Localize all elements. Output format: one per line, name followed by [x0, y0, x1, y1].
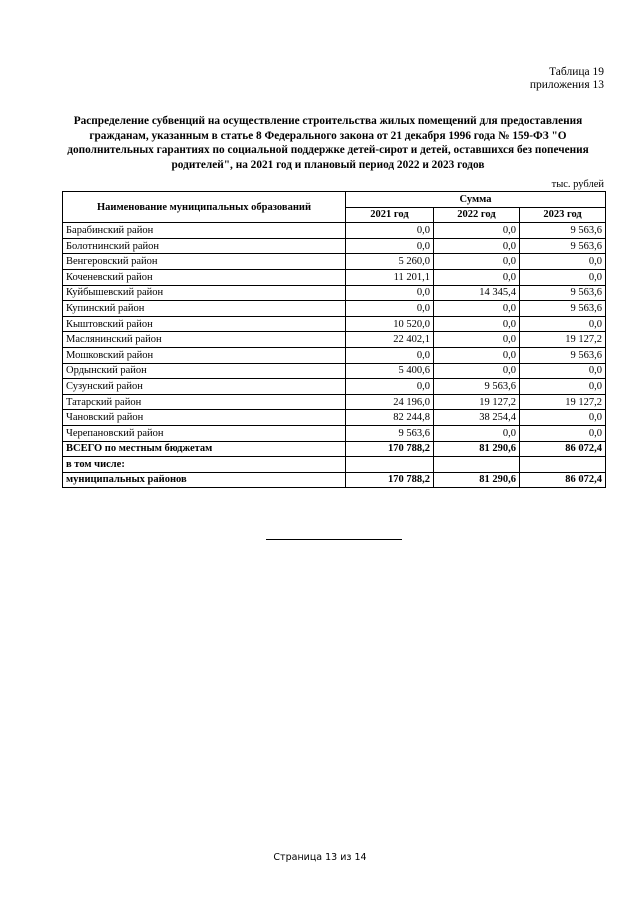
table-row: [63, 363, 606, 379]
value-2023: 9 563,6: [520, 238, 606, 254]
value-2023: 9 563,6: [520, 285, 606, 301]
including-label: в том числе:: [63, 457, 346, 473]
value-2021: 0,0: [346, 301, 434, 317]
appendix-label: приложения 13: [529, 79, 604, 91]
subvention-table: [62, 191, 606, 488]
district-name: Купинский район: [63, 301, 346, 317]
table-row: [63, 347, 606, 363]
district-name: Венгеровский район: [63, 254, 346, 270]
value-2023: 0,0: [520, 316, 606, 332]
value-2021: 82 244,8: [346, 410, 434, 426]
table-row: [63, 285, 606, 301]
value-2022: 0,0: [434, 269, 520, 285]
value-2022: 0,0: [434, 238, 520, 254]
district-name: Мошковский район: [63, 347, 346, 363]
value-2022: 0,0: [434, 363, 520, 379]
value-2022: 0,0: [434, 223, 520, 239]
value-2023: 0,0: [520, 425, 606, 441]
value-2023: 19 127,2: [520, 332, 606, 348]
value-2021: 5 260,0: [346, 254, 434, 270]
value-2021: 9 563,6: [346, 425, 434, 441]
document-title: Распределение субвенций на осуществление строительства жилых помещений для предоставления гражданам, указанным в статье 8 Федерального закона от 21 декабря 1996 года № 159-ФЗ "О дополнительных гарантиях по социальной поддержке детей-сирот и детей, оставшихся без попечения родителей", на 2021 год и плановый период 2022 и 2023 годов: [67, 115, 589, 171]
table-label: Таблица 19: [549, 66, 604, 78]
municipal-label: муниципальных районов: [63, 472, 346, 488]
district-name: Болотнинский район: [63, 238, 346, 254]
municipal-2023: 86 072,4: [520, 472, 606, 488]
value-2023: 9 563,6: [520, 301, 606, 317]
municipal-2022: 81 290,6: [434, 472, 520, 488]
including-row: [63, 457, 606, 473]
column-header-name: Наименование муниципальных образований: [63, 192, 346, 223]
value-2022: 19 127,2: [434, 394, 520, 410]
municipal-row: [63, 472, 606, 488]
column-header-2023: 2023 год: [520, 207, 606, 223]
value-2022: 38 254,4: [434, 410, 520, 426]
district-name: Сузунский район: [63, 379, 346, 395]
total-2022: 81 290,6: [434, 441, 520, 457]
table-row: [63, 223, 606, 239]
table-row: [63, 410, 606, 426]
district-name: Куйбышевский район: [63, 285, 346, 301]
table-row: [63, 332, 606, 348]
value-2021: 10 520,0: [346, 316, 434, 332]
table-row: [63, 394, 606, 410]
value-2022: 0,0: [434, 347, 520, 363]
table-row: [63, 269, 606, 285]
table-reference: [530, 66, 604, 92]
total-label: ВСЕГО по местным бюджетам: [63, 441, 346, 457]
total-row: [63, 441, 606, 457]
empty-cell: [434, 457, 520, 473]
table-row: [63, 301, 606, 317]
value-2023: 0,0: [520, 363, 606, 379]
district-name: Черепановский район: [63, 425, 346, 441]
section-divider: [266, 539, 402, 540]
value-2023: 0,0: [520, 269, 606, 285]
value-2023: 9 563,6: [520, 347, 606, 363]
district-name: Коченевский район: [63, 269, 346, 285]
value-2021: 0,0: [346, 347, 434, 363]
value-2021: 0,0: [346, 379, 434, 395]
value-2023: 0,0: [520, 410, 606, 426]
table-row: [63, 379, 606, 395]
district-name: Ордынский район: [63, 363, 346, 379]
municipal-2021: 170 788,2: [346, 472, 434, 488]
value-2022: 0,0: [434, 425, 520, 441]
value-2021: 11 201,1: [346, 269, 434, 285]
empty-cell: [520, 457, 606, 473]
empty-cell: [346, 457, 434, 473]
district-name: Чановский район: [63, 410, 346, 426]
total-2021: 170 788,2: [346, 441, 434, 457]
value-2022: 0,0: [434, 316, 520, 332]
page-footer: Страница 13 из 14: [273, 852, 367, 863]
table-row: [63, 316, 606, 332]
value-2023: 0,0: [520, 254, 606, 270]
district-name: Кыштовский район: [63, 316, 346, 332]
table-row: [63, 238, 606, 254]
value-2021: 0,0: [346, 285, 434, 301]
value-2023: 19 127,2: [520, 394, 606, 410]
district-name: Маслянинский район: [63, 332, 346, 348]
value-2023: 9 563,6: [520, 223, 606, 239]
table-row: [63, 254, 606, 270]
table-row: [63, 425, 606, 441]
value-2022: 0,0: [434, 301, 520, 317]
column-header-sum: Сумма: [346, 192, 606, 208]
value-2022: 0,0: [434, 254, 520, 270]
column-header-2022: 2022 год: [434, 207, 520, 223]
value-2023: 0,0: [520, 379, 606, 395]
district-name: Барабинский район: [63, 223, 346, 239]
column-header-2021: 2021 год: [346, 207, 434, 223]
district-name: Татарский район: [63, 394, 346, 410]
value-2022: 14 345,4: [434, 285, 520, 301]
value-2021: 22 402,1: [346, 332, 434, 348]
units-label: тыс. рублей: [551, 179, 604, 190]
total-2023: 86 072,4: [520, 441, 606, 457]
value-2021: 0,0: [346, 238, 434, 254]
value-2022: 9 563,6: [434, 379, 520, 395]
value-2021: 5 400,6: [346, 363, 434, 379]
value-2021: 0,0: [346, 223, 434, 239]
value-2022: 0,0: [434, 332, 520, 348]
value-2021: 24 196,0: [346, 394, 434, 410]
